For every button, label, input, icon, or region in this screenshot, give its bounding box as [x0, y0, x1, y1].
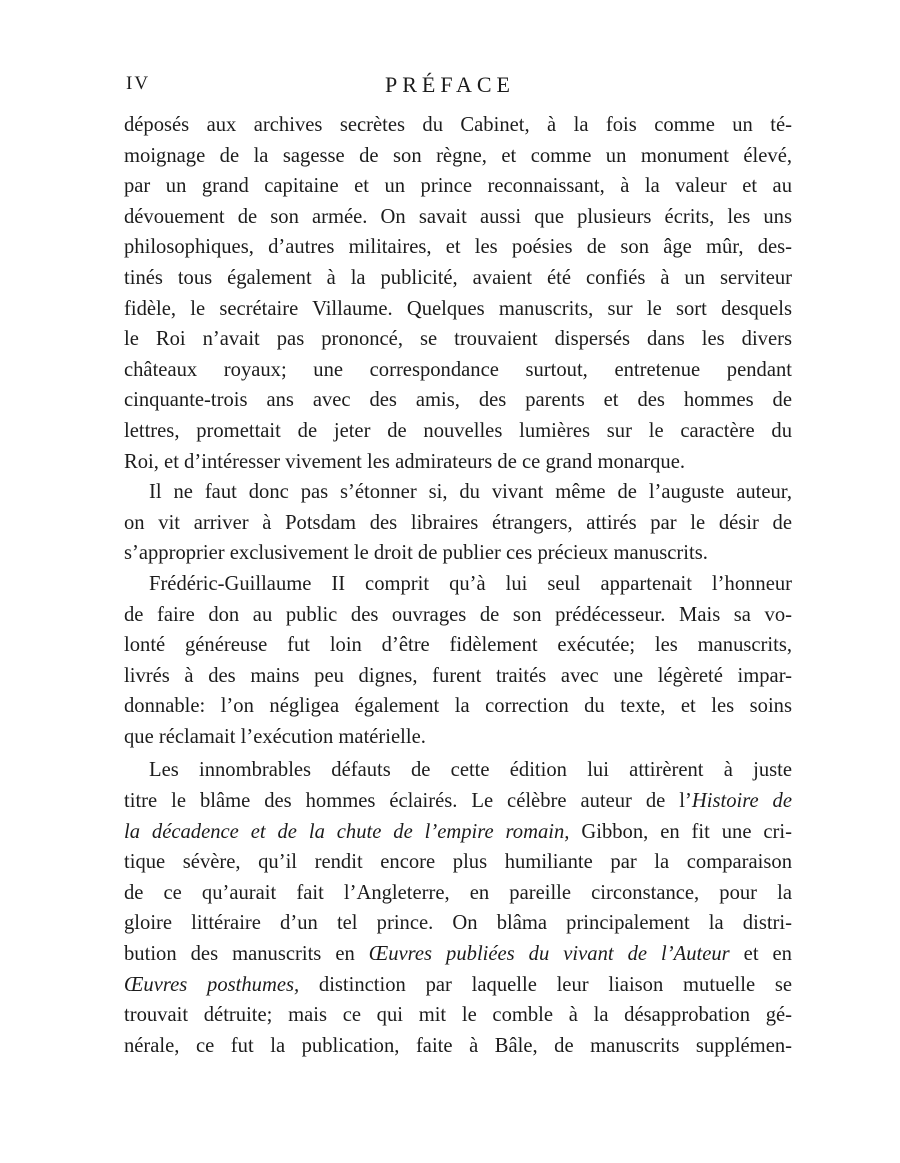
- line-text: gloire littéraire d’un tel prince. On blâma principalement la distri-: [124, 912, 792, 935]
- line-text: déposés aux archives secrètes du Cabinet, à la fois comme un té-: [124, 114, 792, 136]
- text-line: [124, 355, 792, 386]
- text-line: [124, 939, 792, 970]
- text-line: [124, 171, 792, 202]
- text-line: [124, 970, 792, 1001]
- text-line: [124, 878, 792, 909]
- text-line: [124, 722, 792, 753]
- paragraph: [124, 569, 792, 753]
- line-text: on vit arriver à Potsdam des libraires étrangers, attirés par le désir de: [124, 511, 792, 534]
- text-line: [124, 508, 792, 539]
- line-text: châteaux royaux; une correspondance surtout, entretenue pendant: [124, 358, 792, 381]
- text-line: [124, 1031, 792, 1062]
- text-line: [124, 569, 792, 600]
- line-text: livrés à des mains peu dignes, furent traités avec une légèreté impar-: [124, 664, 792, 687]
- line-text: Frédéric-Guillaume II comprit qu’à lui seul appartenait l’honneur: [149, 572, 792, 595]
- paragraph: [124, 477, 792, 569]
- line-text: tinés tous également à la publicité, avaient été confiés à un serviteur: [124, 266, 792, 289]
- text-line: [124, 600, 792, 631]
- line-text: cinquante-trois ans avec des amis, des parents et des hommes de: [124, 389, 792, 412]
- text-line: [124, 661, 792, 692]
- line-text: que réclamait l’exécution matérielle.: [124, 725, 426, 748]
- line-text: philosophiques, d’autres militaires, et les poésies de son âge mûr, des-: [124, 236, 792, 259]
- text-line: [124, 1000, 792, 1031]
- running-title: PRÉFACE: [385, 72, 515, 97]
- line-text: s’approprier exclusivement le droit de publier ces précieux manuscrits.: [124, 542, 708, 565]
- line-text: nérale, ce fut la publication, faite à Bâle, de manuscrits supplémen-: [124, 1034, 792, 1057]
- text-line: [124, 755, 792, 786]
- text-line: [124, 324, 792, 355]
- text-line: [124, 630, 792, 661]
- line-text: de faire don au public des ouvrages de son prédécesseur. Mais sa vo-: [124, 603, 792, 626]
- line-text: le Roi n’avait pas prononcé, se trouvaient dispersés dans les divers: [124, 328, 792, 351]
- italic-title-text: la décadence et de la chute de l’empire romain,: [124, 820, 570, 843]
- line-text: Roi, et d’intéresser vivement les admirateurs de ce grand monarque.: [124, 450, 685, 473]
- line-text: dévouement de son armée. On savait aussi que plusieurs écrits, les uns: [124, 205, 792, 228]
- line-text: de ce qu’aurait fait l’Angleterre, en pareille circonstance, pour la: [124, 881, 792, 904]
- text-line: [124, 110, 792, 141]
- text-line: [124, 447, 792, 478]
- text-line: [124, 263, 792, 294]
- text-line: [124, 817, 792, 848]
- text-line: [124, 232, 792, 263]
- line-text: fidèle, le secrétaire Villaume. Quelques manuscrits, sur le sort desquels: [124, 297, 792, 320]
- text-line: [124, 538, 792, 569]
- paragraph: [124, 755, 792, 1061]
- body-text: [124, 110, 792, 1061]
- line-text: bution des manuscrits en: [124, 943, 369, 966]
- text-line: [124, 416, 792, 447]
- line-text: Gibbon, en fit une cri-: [569, 820, 792, 843]
- italic-title-text: Œuvres posthumes,: [124, 973, 300, 996]
- line-text: lettres, promettait de jeter de nouvelles lumières sur le caractère du: [124, 419, 792, 442]
- line-text: Il ne faut donc pas s’étonner si, du vivant même de l’auguste auteur,: [149, 481, 792, 504]
- line-text: par un grand capitaine et un prince reconnaissant, à la valeur et au: [124, 175, 792, 198]
- text-line: [124, 847, 792, 878]
- text-line: [124, 141, 792, 172]
- line-text: distinction par laquelle leur liaison mutuelle se: [299, 973, 793, 996]
- text-line: [124, 385, 792, 416]
- line-text: et en: [729, 943, 792, 966]
- line-text: donnable: l’on négligea également la correction du texte, et les soins: [124, 695, 792, 718]
- text-line: [124, 294, 792, 325]
- text-line: [124, 202, 792, 233]
- line-text: titre le blâme des hommes éclairés. Le célèbre auteur de l’: [124, 790, 692, 813]
- line-text: moignage de la sagesse de son règne, et comme un monument élevé,: [124, 144, 792, 167]
- text-line: [124, 908, 792, 939]
- line-text: lonté généreuse fut loin d’être fidèlement exécutée; les manuscrits,: [124, 634, 792, 657]
- line-text: trouvait détruite; mais ce qui mit le comble à la désapprobation gé-: [124, 1004, 792, 1027]
- line-text: Les innombrables défauts de cette édition lui attirèrent à juste: [149, 759, 792, 782]
- text-line: [124, 477, 792, 508]
- italic-title-text: Histoire de: [691, 790, 792, 813]
- paragraph: [124, 110, 792, 477]
- italic-title-text: Œuvres publiées du vivant de l’Auteur: [368, 943, 730, 966]
- page-number: IV: [126, 73, 151, 94]
- line-text: tique sévère, qu’il rendit encore plus humiliante par la comparaison: [124, 851, 792, 874]
- text-line: [124, 691, 792, 722]
- text-line: [124, 786, 792, 817]
